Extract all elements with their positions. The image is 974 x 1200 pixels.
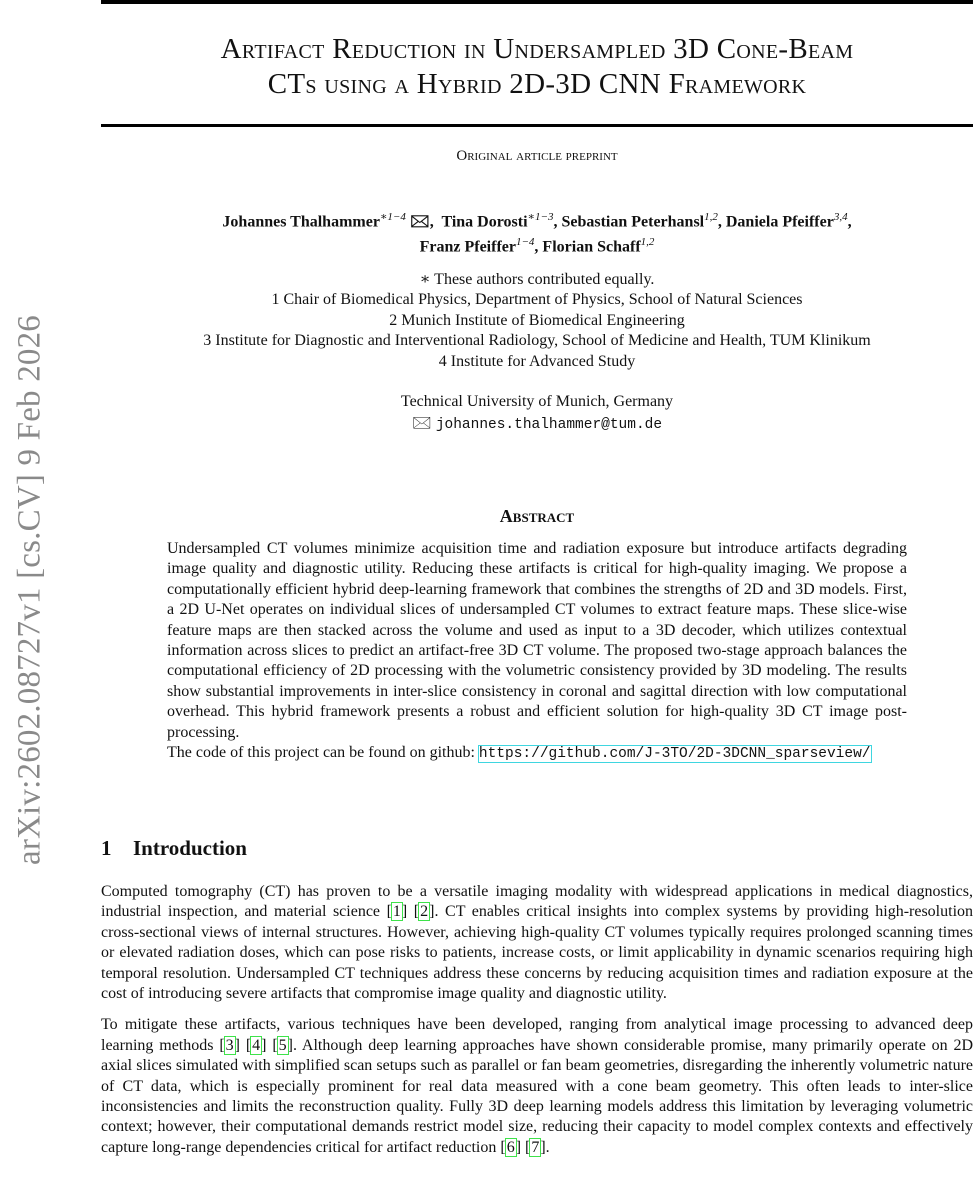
article-type: Original article preprint (456, 148, 618, 164)
envelope-icon: 🖂 (411, 413, 432, 432)
paragraph-text: To mitigate these artifacts, various techniques have been developed, ranging from analytical image processing to advanced deep learning methods (101, 1016, 973, 1054)
paragraph-text: . CT enables critical insights into complex systems by providing high-resolution cross-sectional views of internal structures. However, achieving high-quality CT volumes typically requires prolonged scanning times or elevated radiation doses, which can pose risks to patients, increase costs, or limit applicability in dynamic scenarios requiring high temporal resolution. Undersampled CT techniques address these concerns by reducing acquisition times and radiation exposure at the cost of introducing severe artifacts that compromise image quality and diagnostic utility. (101, 903, 974, 1003)
citation-link[interactable]: 1 (392, 903, 401, 921)
arxiv-sidebar (0, 0, 60, 1200)
title-line-1: Artifact Reduction in Undersampled 3D Cone-Beam (220, 33, 854, 65)
author-affil: 1−4 (515, 236, 535, 249)
code-availability (167, 743, 907, 764)
author-affil: 1,2 (640, 236, 655, 249)
paragraph: To mitigate these artifacts, various techniques have been developed, ranging from analytical image processing to advanced deep learning methods [3] [4] [5]. Although deep learning approaches have shown considerable promise, many primarily operate on 2D axial slices simulated with simplified scan setups such as parallel or fan beam geometries, disregarding the inherently volumetric nature of CT data, which is especially prominent for real data measured with a cone beam geometry. This often leads to inter-slice inconsistencies and limits the reconstruction quality. Fully 3D deep learning models address this limitation by leveraging volumetric context; however, their computational demands restrict model size, reducing their capacity to model complex contexts and effectively capture long-range dependencies critical for artifact reduction [6] [7]. (101, 1016, 974, 1156)
university-block (101, 391, 973, 436)
section-title: Introduction (133, 836, 247, 860)
author-name: Johannes Thalhammer (222, 213, 380, 231)
author-name: Sebastian Peterhansl (561, 213, 705, 231)
title-line-2: CTs using a Hybrid 2D-3D CNN Framework (267, 68, 807, 100)
author-name: Florian Schaff (542, 238, 641, 256)
author-affil: 3,4 (833, 211, 848, 223)
abstract-text: Undersampled CT volumes minimize acquisition time and radiation exposure but introduce artifacts degrading image quality and diagnostic utility. Reducing these artifacts is critical for high-quality imaging. We propose a computationally efficient hybrid deep-learning framework that combines the strengths of 2D and 3D models. First, a 2D U-Net operates on individual slices of undersampled CT volumes to extract feature maps. These slice-wise feature maps are then stacked across the volume and used as input to a 3D decoder, which utilizes contextual information across slices to predict an artifact-free 3D CT volume. The proposed two-stage approach balances the computational efficiency of 2D processing with the volumetric consistency provided by 3D modeling. The results show substantial improvements in inter-slice consistency in coronal and sagittal direction with low computational overhead. This hybrid framework presents a robust and efficient solution for high-quality 3D CT image post-processing. (167, 540, 907, 741)
email-line (101, 412, 973, 436)
affiliation-line: 3 Institute for Diagnostic and Interventional Radiology, School of Medicine and Health, TUM Klinikum (203, 332, 871, 350)
intro-body (101, 882, 973, 1169)
citation-link[interactable]: 3 (225, 1036, 234, 1054)
title-rule-bottom (101, 124, 973, 127)
paragraph-text: . (545, 1138, 550, 1156)
github-link[interactable]: https://github.com/J-3TO/2D-3DCNN_sparseview/ (478, 746, 871, 763)
affiliation-line: 1 Chair of Biomedical Physics, Department of Physics, School of Natural Sciences (271, 291, 803, 309)
section-number: 1 (101, 836, 112, 860)
author-affil: 1,2 (704, 211, 718, 223)
abstract-body (167, 539, 907, 764)
envelope-icon[interactable]: 🖂 (409, 211, 430, 231)
paragraph-text: Computed tomography (CT) has proven to be a versatile imaging modality with widespread applications in medical diagnostics, industrial inspection, and material science (101, 883, 973, 921)
citation-link[interactable]: 7 (531, 1138, 540, 1156)
citation-link[interactable]: 6 (506, 1138, 515, 1156)
abstract-heading: Abstract (499, 506, 575, 526)
email-link[interactable]: johannes.thalhammer@tum.de (435, 417, 663, 433)
author-affil: ∗1−3 (527, 211, 554, 223)
citation-link[interactable]: 5 (278, 1036, 287, 1054)
title-rule-top (101, 0, 973, 4)
paper-title (101, 32, 973, 102)
arxiv-identifier: arXiv:2602.08727v1 [cs.CV] 9 Feb 2026 (11, 314, 48, 866)
affiliation-line: 4 Institute for Advanced Study (438, 352, 636, 370)
author-affil: ∗1−4 (379, 211, 406, 223)
author-list (101, 207, 973, 258)
university-name: Technical University of Munich, Germany (400, 393, 674, 410)
author-name: Daniela Pfeiffer (725, 213, 834, 231)
author-name: Franz Pfeiffer (419, 238, 516, 256)
citation-link[interactable]: 4 (252, 1036, 261, 1054)
paragraph-text: . Although deep learning approaches have shown considerable promise, many primarily operate on 2D axial slices simulated with simplified scan setups such as parallel or fan beam geometries, disregarding the inherently volumetric nature of CT data, which is especially prominent for real data measured with a cone beam geometry. This often leads to inter-slice inconsistencies and limits the reconstruction quality. Fully 3D deep learning models address this limitation by leveraging volumetric context; however, their computational demands restrict model size, reducing their capacity to model complex contexts and effectively capture long-range dependencies critical for artifact reduction (101, 1036, 974, 1156)
affiliation-line: ∗ These authors contributed equally. (419, 271, 655, 288)
section-heading (101, 836, 973, 861)
author-line-1: Johannes Thalhammer$^{∗1-4}$ 🖂, Tina Dorosti$^{∗1-3}$, Sebastian Peterhansl$^{1,2}$, Daniela Pfeiffer$^{3,4}$, (222, 211, 852, 231)
author-name: Tina Dorosti (441, 213, 528, 231)
paragraph: Computed tomography (CT) has proven to be a versatile imaging modality with widespread applications in medical diagnostics, industrial inspection, and material science [1] [2]. CT enables critical insights into complex systems by providing high-resolution cross-sectional views of internal structures. However, achieving high-quality CT volumes typically requires prolonged scanning times or elevated radiation doses, which can pose risks to patients, increase costs, or limit applicability in dynamic scenarios requiring high temporal resolution. Undersampled CT techniques address these concerns by reducing acquisition times and radiation exposure at the cost of introducing severe artifacts that compromise image quality and diagnostic utility. (101, 883, 974, 1003)
author-line-2: Franz Pfeiffer$^{1-4}$, Florian Schaff$^{1,2}$ (419, 236, 655, 256)
citation-link[interactable]: 2 (420, 903, 429, 921)
affiliations (101, 270, 973, 372)
code-text: The code of this project can be found on github: (167, 744, 475, 762)
affiliation-line: 2 Munich Institute of Biomedical Engineering (389, 311, 685, 329)
